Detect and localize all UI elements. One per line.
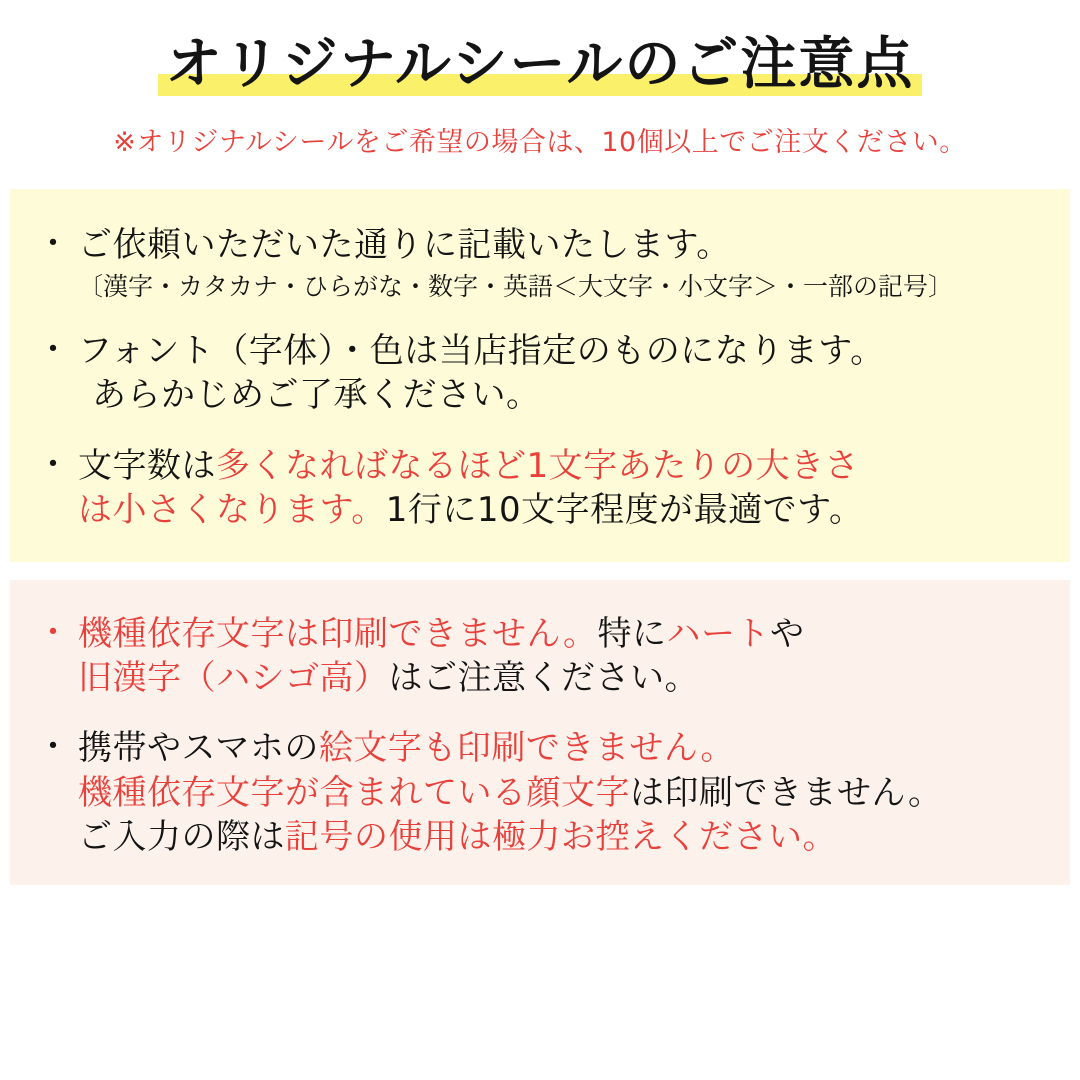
bullet-icon: ・ <box>36 727 70 768</box>
note-segment-emphasis: ハート <box>666 614 771 655</box>
list-item <box>36 329 1044 417</box>
note-segment-emphasis: 絵文字も印刷できません。 <box>318 728 735 769</box>
note-segment-emphasis: 機種依存文字が含まれている顔文字 <box>78 772 630 813</box>
list-item-body <box>78 329 1044 417</box>
note-text <box>78 726 1044 770</box>
note-text <box>78 444 1044 488</box>
page-title <box>158 34 923 98</box>
note-text: ご依頼いただいた通りに記載いたします。 <box>78 224 731 265</box>
note-subtext: 〔漢字・カタカナ・ひらがな・数字・英語＜大文字・小文字＞・一部の記号〕 <box>78 271 954 301</box>
list-item <box>36 444 1044 532</box>
note-segment: 携帯やスマホの <box>78 728 319 769</box>
bullet-icon: ・ <box>36 223 70 264</box>
note-segment-emphasis: 多くなればなるほど1文字あたりの大きさ <box>216 445 860 486</box>
note-segment: 特に <box>597 614 667 655</box>
note-segment: ご入力の際は <box>78 816 285 857</box>
note-segment-emphasis: 機種依存文字は印刷できません。 <box>78 614 598 655</box>
page-title-container <box>0 0 1080 98</box>
list-item <box>36 726 1044 859</box>
list-item <box>36 612 1044 700</box>
note-text <box>78 815 1044 859</box>
note-text <box>78 656 1044 700</box>
note-segment: 1行に10文字程度が最適です。 <box>385 489 864 530</box>
list-item-body <box>78 726 1044 859</box>
note-segment: や <box>770 614 805 655</box>
note-segment: 文字数は <box>78 445 216 486</box>
note-segment-emphasis: 記号の使用は極力お控えください。 <box>285 816 837 857</box>
list-item-body <box>78 612 1044 700</box>
note-text <box>78 612 1044 656</box>
bullet-icon: ・ <box>36 613 70 654</box>
list-item-body <box>78 223 1044 304</box>
page-title-text: オリジナルシールのご注意点 <box>165 32 915 97</box>
minimum-order-note: ※オリジナルシールをご希望の場合は、10個以上でご注文ください。 <box>113 126 967 158</box>
list-item-body <box>78 444 1044 532</box>
note-segment-emphasis: は小さくなります。 <box>78 489 386 530</box>
list-item <box>36 223 1044 304</box>
note-text <box>78 771 1044 815</box>
bullet-icon: ・ <box>36 444 70 485</box>
yellow-notes-panel <box>10 189 1070 562</box>
note-segment-emphasis: 旧漢字（ハシゴ高） <box>78 658 389 699</box>
bullet-icon: ・ <box>36 330 70 371</box>
note-segment: は印刷できません。 <box>630 772 943 813</box>
note-segment: はご注意ください。 <box>388 658 699 699</box>
note-text: フォント（字体）・色は当店指定のものになります。 <box>78 331 885 372</box>
note-text: あらかじめご了承ください。 <box>92 375 541 416</box>
note-text <box>78 488 1044 532</box>
pink-notes-panel <box>10 580 1070 885</box>
